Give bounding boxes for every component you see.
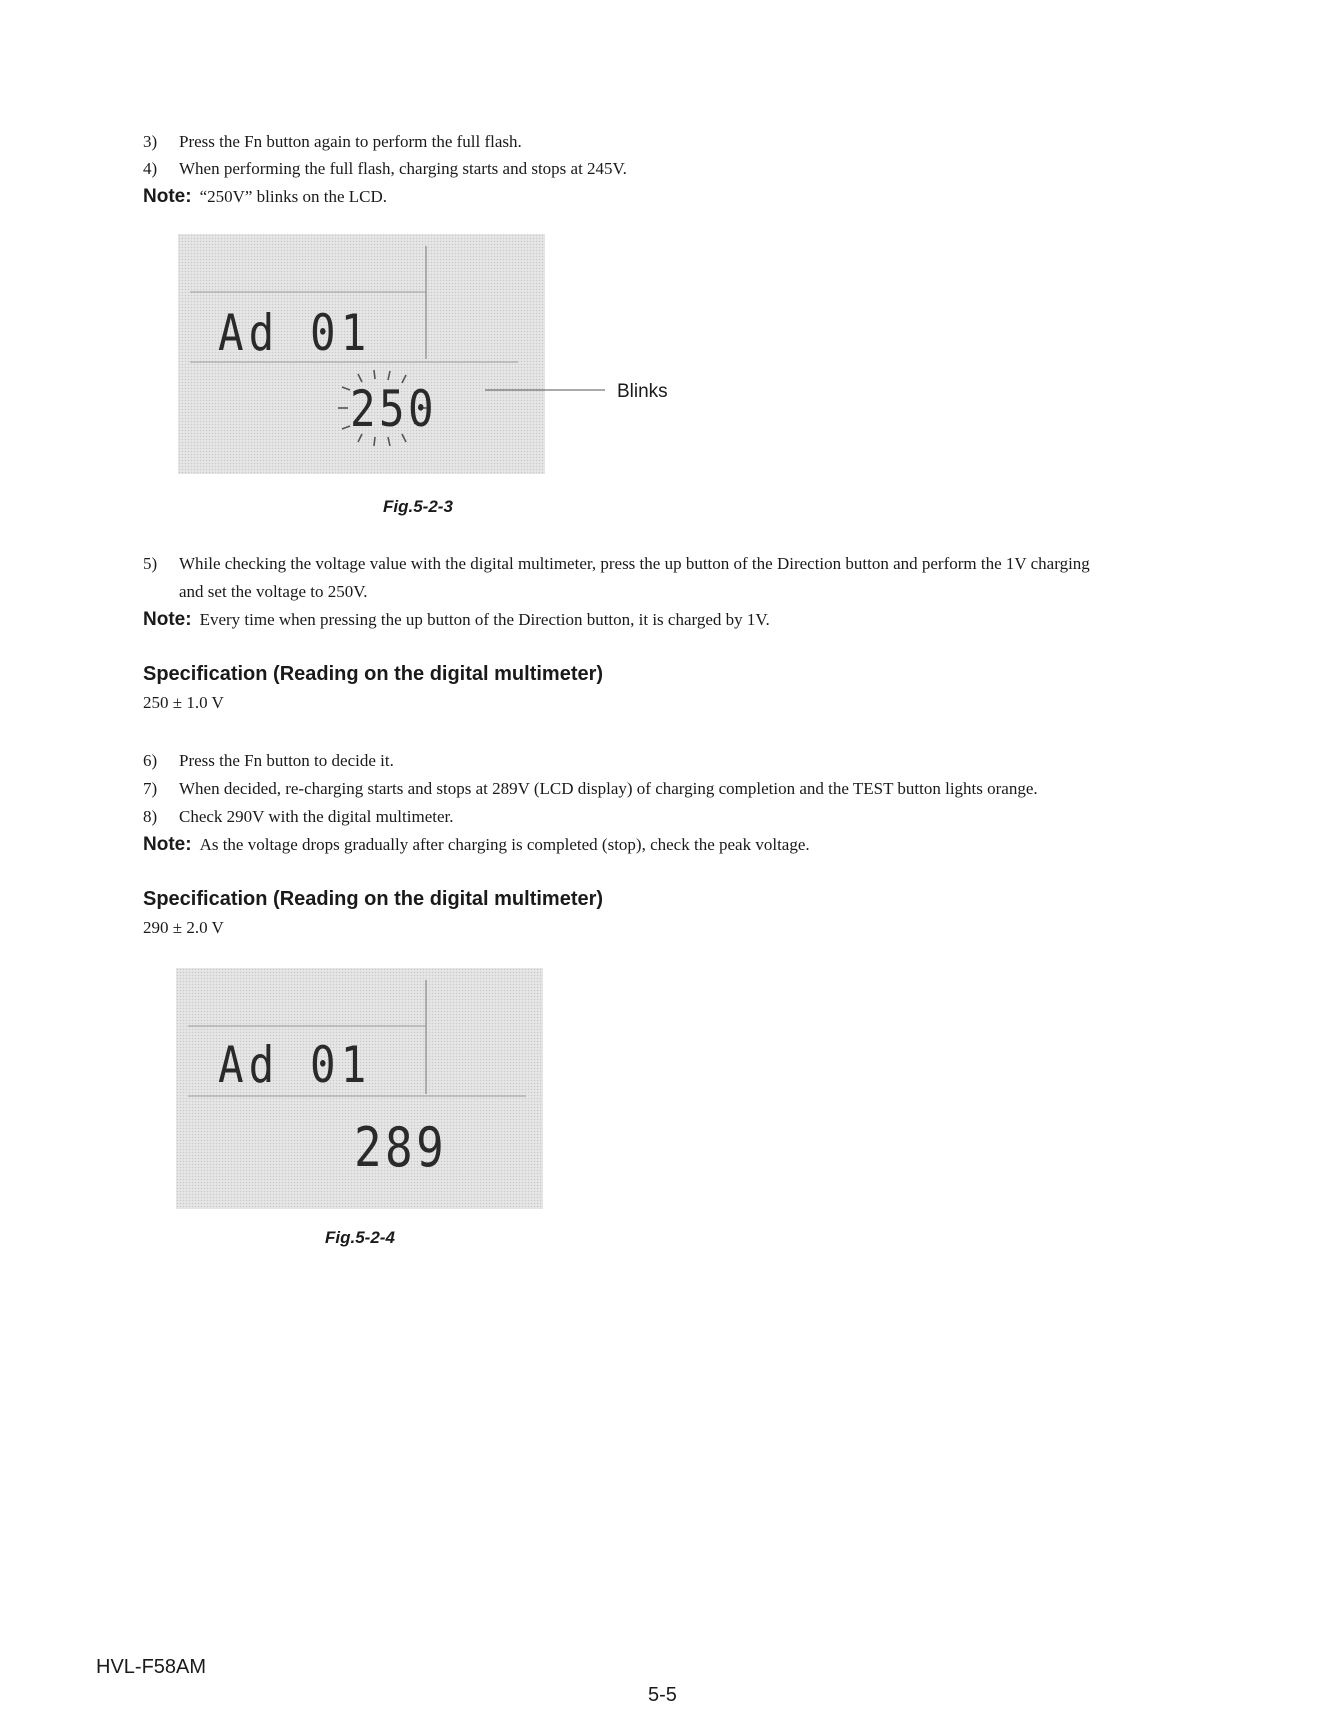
lcd-bottom-readout: 250 — [350, 380, 437, 438]
step-7 — [143, 778, 1038, 800]
step-number: 5) — [143, 554, 158, 573]
step-4 — [143, 158, 627, 180]
step-text: When performing the full flash, charging starts and stops at 245V. — [179, 159, 627, 178]
note-text: Every time when pressing the up button of the Direction button, it is charged by 1V. — [199, 610, 770, 629]
note-text: “250V” blinks on the LCD. — [199, 187, 388, 206]
spec-value: 250 ± 1.0 V — [143, 693, 224, 712]
spec-heading: Specification (Reading on the digital multimeter) — [143, 663, 604, 685]
step-number: 7) — [143, 779, 158, 798]
note-label: Note: — [143, 609, 192, 630]
step-5 — [143, 553, 1090, 575]
step-number: 6) — [143, 751, 158, 770]
step-number: 8) — [143, 807, 158, 826]
note-label: Note: — [143, 834, 192, 855]
step-3 — [143, 131, 522, 153]
footer-model: HVL-F58AM — [96, 1656, 207, 1678]
blinks-callout: Blinks — [617, 381, 668, 402]
step-text: While checking the voltage value with the digital multimeter, press the up button of the Direction button and perform the 1V charging — [179, 554, 1090, 573]
note-text: As the voltage drops gradually after charging is completed (stop), check the peak voltage. — [199, 835, 810, 854]
page-number: 5-5 — [648, 1684, 677, 1706]
lcd-top-readout: Ad 01 — [218, 1036, 372, 1094]
step-text: When decided, re-charging starts and stops at 289V (LCD display) of charging completion and the TEST button lights orange. — [179, 779, 1038, 798]
note-3 — [143, 834, 810, 856]
step-text: Press the Fn button to decide it. — [179, 751, 394, 770]
step-6 — [143, 750, 394, 772]
step-8 — [143, 806, 453, 828]
step-number: 4) — [143, 159, 158, 178]
step-text: Check 290V with the digital multimeter. — [179, 807, 454, 826]
spec-value: 290 ± 2.0 V — [143, 918, 224, 937]
note-label: Note: — [143, 186, 192, 207]
note-1 — [143, 186, 387, 208]
step-text: Press the Fn button again to perform the full flash. — [179, 132, 522, 151]
step-5-continued: and set the voltage to 250V. — [179, 582, 368, 601]
lcd-display-figure-2 — [176, 968, 543, 1209]
callout-leader-line — [485, 380, 610, 400]
figure-caption: Fig.5-2-4 — [325, 1228, 395, 1247]
figure-caption: Fig.5-2-3 — [383, 497, 453, 516]
lcd-display-figure-1 — [178, 234, 545, 474]
step-number: 3) — [143, 132, 158, 151]
spec-heading: Specification (Reading on the digital multimeter) — [143, 888, 604, 910]
lcd-bottom-readout: 289 — [354, 1116, 448, 1179]
note-2 — [143, 609, 770, 631]
lcd-top-readout: Ad 01 — [218, 304, 372, 362]
